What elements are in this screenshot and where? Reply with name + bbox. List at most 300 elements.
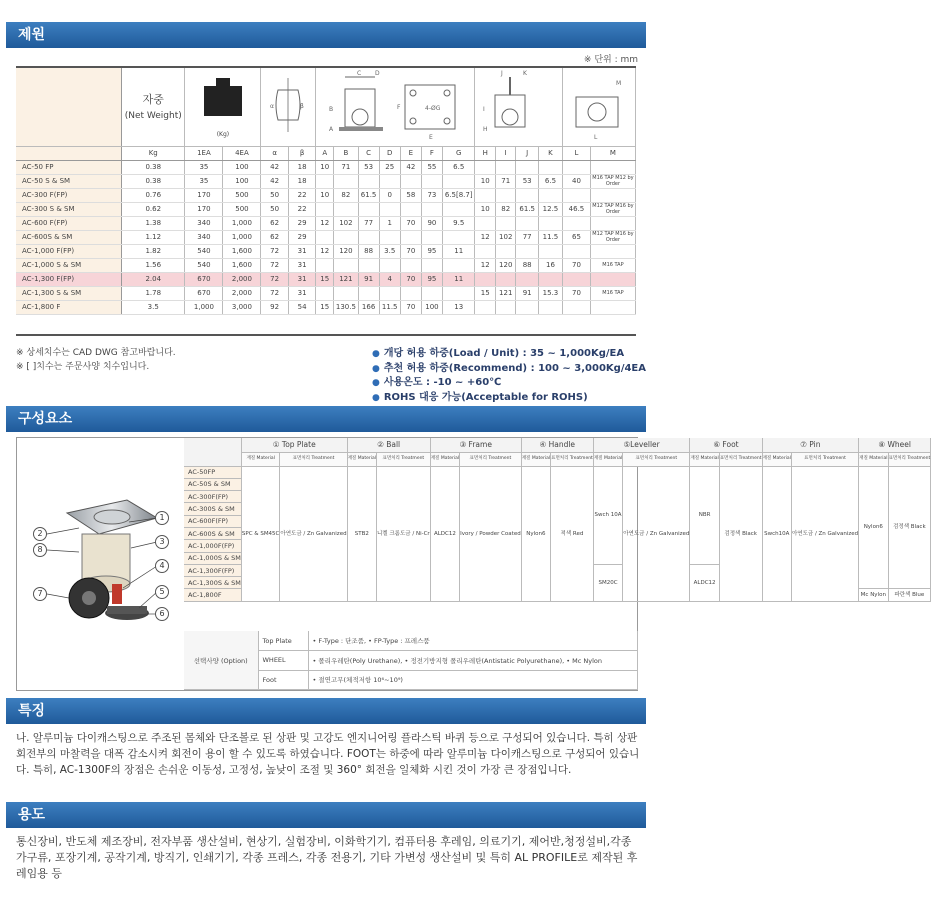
subheader-material: 재질 Material — [690, 452, 719, 466]
component-model: AC-1,000F(FP) — [184, 540, 241, 552]
subheader-material: 재질 Material — [859, 452, 888, 466]
spec-cell: 1,000 — [223, 216, 261, 230]
spec-cell: 88 — [358, 244, 379, 258]
spec-cell: 9.5 — [442, 216, 474, 230]
subheader-treatment: 표면처리 Treatment — [280, 452, 347, 466]
note-cad: ※ 상세치수는 CAD DWG 참고바랍니다. — [16, 348, 176, 358]
svg-text:4-ØG: 4-ØG — [425, 104, 441, 112]
spec-row — [16, 244, 636, 258]
spec-cell: 50 — [261, 202, 288, 216]
spec-cell — [442, 174, 474, 188]
spec-cell: M16 TAP M12 by Order — [592, 175, 634, 187]
spec-cell: 100 — [223, 160, 261, 174]
header-top-plate: ① Top Plate — [241, 438, 347, 452]
spec-cell: 6.5 — [442, 160, 474, 174]
spec-cell: 53 — [358, 160, 379, 174]
spec-cell — [590, 188, 635, 202]
spec-cell — [421, 230, 442, 244]
spec-model: AC-300 S & SM — [16, 202, 122, 216]
spec-cell — [563, 160, 591, 174]
spec-cell: 72 — [261, 272, 288, 286]
spec-cell — [563, 244, 591, 258]
usage-text: 통신장비, 반도체 제조장비, 전자부품 생산설비, 현상기, 실험장비, 이화학기기, 컴퓨터용 후레임, 의료기기, 제어반,청정설비,각종 가구류, 포장기계, 공작기계, 방직기, 인쇄기기, 각종 프레스, 각종 전용기, 기타 가변성 생산설비 및 특히 AL PROFILE로 제작된 후레임용 등 — [16, 835, 638, 880]
bullet-icon: ● — [372, 392, 380, 403]
spec-cell: 31 — [288, 286, 315, 300]
spec-cell — [442, 202, 474, 216]
spec-cell: 61.5 — [516, 202, 538, 216]
callout-8: 8 — [33, 543, 47, 557]
spec-cell: 62 — [261, 230, 288, 244]
spec-cell: 53 — [516, 174, 538, 188]
spec-cell: 22 — [288, 202, 315, 216]
spec-cell: 4 — [379, 272, 400, 286]
svg-text:H: H — [482, 125, 488, 133]
spec-row — [16, 258, 636, 272]
svg-text:α: α — [270, 102, 275, 110]
spec-cell: 11.5 — [379, 300, 400, 314]
spec-cell: M16 TAP — [590, 258, 635, 272]
callout-1: 1 — [155, 511, 169, 525]
spec-cell: 10 — [316, 160, 334, 174]
spec-cell — [316, 230, 334, 244]
spec-cell: 100 — [223, 174, 261, 188]
spec-cell: 40 — [563, 174, 591, 188]
component-model: AC-50S & SM — [184, 478, 241, 490]
spec-cell — [495, 300, 516, 314]
spec-cell: 29 — [288, 230, 315, 244]
top-plate-material: SPC & SM45C — [241, 466, 280, 601]
spec-cell — [316, 174, 334, 188]
spec-cell — [400, 286, 421, 300]
unit-cell: C — [358, 146, 379, 160]
spec-cell: 72 — [261, 244, 288, 258]
spec-cell: 540 — [185, 244, 223, 258]
spec-model: AC-1,000 S & SM — [16, 258, 122, 272]
svg-text:J: J — [500, 69, 503, 77]
spec-cell: 22 — [288, 188, 315, 202]
spec-cell — [379, 230, 400, 244]
component-model: AC-600F(FP) — [184, 515, 241, 527]
unit-cell: G — [442, 146, 474, 160]
subheader-material: 재질 Material — [593, 452, 622, 466]
components-header-row — [184, 438, 931, 452]
spec-cell — [516, 216, 538, 230]
spec-cell: 102 — [334, 216, 358, 230]
svg-text:F: F — [397, 103, 401, 111]
spec-cell — [538, 244, 562, 258]
spec-cell: 50 — [261, 188, 288, 202]
subheader-treatment: 표면처리 Treatment — [376, 452, 430, 466]
spec-cell — [590, 244, 635, 258]
spec-cell: 12 — [316, 244, 334, 258]
spec-cell: 10 — [475, 202, 496, 216]
spec-cell — [495, 244, 516, 258]
spec-cell: M16 TAP — [590, 286, 635, 300]
option-name: Foot — [258, 670, 308, 690]
spec-cell — [516, 160, 538, 174]
frame-material: ALDC12 — [430, 466, 459, 601]
spec-cell — [421, 202, 442, 216]
header-foot: ⑥ Foot — [690, 438, 762, 452]
bullet-icon: ● — [372, 349, 380, 359]
spec-cell: 121 — [495, 286, 516, 300]
spec-cell: 72 — [261, 286, 288, 300]
spec-cell — [475, 216, 496, 230]
callout-4: 4 — [155, 559, 169, 573]
stem-type-diagram-icon — [479, 67, 559, 143]
bullet-icon: ● — [372, 363, 380, 374]
weight-label: 자중 — [142, 92, 164, 106]
spec-cell: 3.5 — [122, 300, 185, 314]
spec-cell: 540 — [185, 258, 223, 272]
spec-cell — [379, 258, 400, 272]
spec-cell: 61.5 — [358, 188, 379, 202]
spec-cell: 0.62 — [122, 202, 185, 216]
spec-row — [16, 300, 636, 314]
spec-row — [16, 216, 636, 230]
spec-cell — [358, 258, 379, 272]
bullet-icon: ● — [372, 378, 380, 388]
spec-model: AC-1,800 F — [16, 300, 122, 314]
spec-table-body — [16, 160, 636, 314]
spec-cell — [475, 244, 496, 258]
spec-cell: 670 — [185, 286, 223, 300]
spec-cell — [516, 272, 538, 286]
weight-label-en: (Net Weight) — [124, 110, 182, 121]
spec-cell — [334, 286, 358, 300]
unit-cell: F — [421, 146, 442, 160]
spec-cell: 121 — [334, 272, 358, 286]
spec-cell: 102 — [495, 230, 516, 244]
spec-cell: 77 — [358, 216, 379, 230]
spec-cell: 11 — [442, 272, 474, 286]
spec-cell — [316, 286, 334, 300]
spec-cell: 31 — [288, 258, 315, 272]
spec-cell: 77 — [516, 230, 538, 244]
spec-cell: 73 — [421, 188, 442, 202]
unit-cell: H — [475, 146, 496, 160]
spec-cell — [590, 272, 635, 286]
spec-row — [16, 202, 636, 216]
tap-type-diagram-icon — [566, 67, 632, 143]
spec-cell: 1 — [379, 216, 400, 230]
spec-model: AC-1,300 F(FP) — [16, 272, 122, 286]
spec-cell — [358, 174, 379, 188]
wheel-treatment-alt: 파란색 Blue — [888, 589, 931, 601]
section-title-components: 구성요소 — [6, 406, 646, 432]
spec-cell — [379, 174, 400, 188]
spec-cell: 1,000 — [185, 300, 223, 314]
header-frame: ③ Frame — [430, 438, 521, 452]
subheader-material: 재질 Material — [347, 452, 376, 466]
spec-cell: 500 — [223, 188, 261, 202]
spec-cell — [475, 272, 496, 286]
spec-cell: 58 — [400, 188, 421, 202]
spec-cell: 18 — [288, 174, 315, 188]
angle-diagram-icon — [264, 70, 312, 140]
spec-cell — [475, 300, 496, 314]
spec-cell: 166 — [358, 300, 379, 314]
spec-cell: 54 — [288, 300, 315, 314]
spec-cell — [563, 300, 591, 314]
note-rohs: ● ROHS 대응 가능(Acceptable for ROHS) — [372, 391, 588, 403]
spec-cell — [358, 286, 379, 300]
spec-cell — [495, 188, 516, 202]
spec-cell — [538, 188, 562, 202]
component-model: AC-300S & SM — [184, 503, 241, 515]
spec-cell: 120 — [334, 244, 358, 258]
unit-cell: β — [288, 146, 315, 160]
option-label: 선택사양 (Option) — [184, 631, 258, 690]
spec-cell — [538, 216, 562, 230]
option-name: WHEEL — [258, 651, 308, 671]
spec-cell: 0.76 — [122, 188, 185, 202]
options-table — [184, 631, 638, 690]
header-ball: ② Ball — [347, 438, 430, 452]
svg-text:D: D — [375, 69, 380, 77]
spec-cell: 1,600 — [223, 244, 261, 258]
spec-cell: 42 — [261, 160, 288, 174]
spec-model: AC-600S & SM — [16, 230, 122, 244]
spec-cell: 91 — [516, 286, 538, 300]
spec-cell: 170 — [185, 188, 223, 202]
spec-cell: 70 — [563, 258, 591, 272]
spec-cell: 70 — [400, 244, 421, 258]
spec-cell — [475, 160, 496, 174]
spec-cell: 35 — [185, 160, 223, 174]
spec-cell: 62 — [261, 216, 288, 230]
spec-cell — [400, 202, 421, 216]
svg-text:A: A — [329, 125, 334, 133]
unit-cell: 4EA — [223, 146, 261, 160]
header-handle: ④ Handle — [521, 438, 593, 452]
component-model: AC-300F(FP) — [184, 491, 241, 503]
spec-cell: M12 TAP M16 by Order — [592, 203, 634, 215]
spec-cell — [316, 258, 334, 272]
spec-cell — [316, 202, 334, 216]
leveller-material-alt: SM20C — [593, 564, 622, 601]
spec-cell — [358, 202, 379, 216]
component-model: AC-600S & SM — [184, 527, 241, 539]
spec-row — [16, 272, 636, 286]
spec-cell — [516, 300, 538, 314]
components-subheader-row — [184, 452, 931, 466]
spec-cell — [379, 286, 400, 300]
spec-cell: 2,000 — [223, 286, 261, 300]
component-model: AC-50FP — [184, 466, 241, 478]
notes-left — [16, 346, 176, 374]
option-name: Top Plate — [258, 631, 308, 651]
spec-cell: 3.5 — [379, 244, 400, 258]
top-plate-treatment: 아연도금 / Zn Galvanized — [280, 466, 347, 601]
wheel-treatment: 검정색 Black — [888, 466, 931, 589]
load-unit-label: (Kg) — [216, 130, 230, 138]
product-exploded-image — [17, 438, 183, 690]
spec-cell: 170 — [185, 202, 223, 216]
spec-cell: 100 — [421, 300, 442, 314]
note-load: ● 개당 허용 하중(Load / Unit) : 35 ~ 1,000Kg/EA — [372, 348, 625, 359]
spec-cell — [379, 202, 400, 216]
section-title-features: 특징 — [6, 698, 646, 724]
spec-cell — [442, 258, 474, 272]
spec-model: AC-50 FP — [16, 160, 122, 174]
spec-cell — [495, 160, 516, 174]
spec-cell: 91 — [358, 272, 379, 286]
section-title-usage: 용도 — [6, 802, 646, 828]
spec-cell — [421, 258, 442, 272]
spec-cell: 70 — [563, 286, 591, 300]
spec-cell — [334, 202, 358, 216]
spec-cell: 1.12 — [122, 230, 185, 244]
header-leveller: ⑤Leveller — [593, 438, 690, 452]
spec-cell — [358, 230, 379, 244]
spec-model: AC-600 F(FP) — [16, 216, 122, 230]
notes-right — [372, 347, 646, 405]
spec-cell: 31 — [288, 244, 315, 258]
spec-cell — [590, 216, 635, 230]
header-wheel: ⑧ Wheel — [859, 438, 931, 452]
spec-cell: 55 — [421, 160, 442, 174]
foot-material-alt: ALDC12 — [690, 564, 719, 601]
spec-cell: 10 — [316, 188, 334, 202]
subheader-treatment: 표면처리 Treatment — [719, 452, 762, 466]
section-title-spec: 제원 — [6, 22, 646, 48]
subheader-treatment: 표면처리 Treatment — [888, 452, 931, 466]
spec-row — [16, 174, 636, 188]
spec-row — [16, 188, 636, 202]
spec-cell: 15 — [316, 300, 334, 314]
spec-cell — [563, 216, 591, 230]
leveller-treatment: 아연도금 / Zn Galvanized — [623, 466, 690, 601]
spec-cell: 13 — [442, 300, 474, 314]
spec-cell — [334, 174, 358, 188]
spec-cell — [334, 230, 358, 244]
foot-treatment: 검정색 Black — [719, 466, 762, 601]
note-recommend: ● 추천 허용 하중(Recommend) : 100 ~ 3,000Kg/4EA — [372, 362, 646, 374]
spec-cell: 71 — [334, 160, 358, 174]
spec-cell — [495, 216, 516, 230]
callout-6: 6 — [155, 607, 169, 621]
ball-treatment: 니켈 크롬도금 / Ni-Cr — [376, 466, 430, 601]
handle-treatment: 적색 Red — [551, 466, 594, 601]
spec-cell: 12.5 — [538, 202, 562, 216]
spec-cell: 15 — [475, 286, 496, 300]
subheader-treatment: 표면처리 Treatment — [623, 452, 690, 466]
spec-cell — [563, 188, 591, 202]
spec-cell: 82 — [334, 188, 358, 202]
spec-header-row — [16, 66, 636, 146]
spec-cell — [590, 300, 635, 314]
svg-text:β: β — [300, 102, 305, 110]
frame-treatment: Ivory / Powder Coated — [460, 466, 522, 601]
wheel-material: Nylon6 — [859, 466, 888, 589]
spec-row — [16, 230, 636, 244]
spec-cell: 25 — [379, 160, 400, 174]
spec-cell: 1.82 — [122, 244, 185, 258]
spec-cell: 10 — [475, 174, 496, 188]
fixed-type-diagram-icon — [325, 67, 465, 143]
unit-cell: Kg — [122, 146, 185, 160]
spec-cell: 120 — [495, 258, 516, 272]
load-weight-icon — [198, 74, 248, 129]
spec-cell: 16 — [538, 258, 562, 272]
spec-cell: 1,000 — [223, 230, 261, 244]
spec-cell: 95 — [421, 244, 442, 258]
unit-cell: K — [538, 146, 562, 160]
spec-cell: 6.5[8.7] — [442, 188, 474, 202]
spec-cell — [334, 258, 358, 272]
spec-cell — [400, 174, 421, 188]
spec-row — [16, 160, 636, 174]
spec-cell: 0.38 — [122, 160, 185, 174]
spec-cell: 1.78 — [122, 286, 185, 300]
spec-cell: 0 — [379, 188, 400, 202]
spec-cell: 340 — [185, 216, 223, 230]
spec-cell: 46.5 — [563, 202, 591, 216]
option-value: • F-Type : 단조품, • FP-Type : 프레스품 — [308, 631, 638, 651]
unit-cell: I — [495, 146, 516, 160]
unit-note: ※ 단위 : mm — [583, 55, 638, 65]
spec-cell — [516, 188, 538, 202]
spec-cell: 65 — [563, 230, 591, 244]
callout-7: 7 — [33, 587, 47, 601]
spec-cell: 1.38 — [122, 216, 185, 230]
note-bracket: ※ [ ]치수는 주문사양 치수입니다. — [16, 362, 150, 372]
subheader-treatment: 표면처리 Treatment — [551, 452, 594, 466]
spec-model: AC-1,300 S & SM — [16, 286, 122, 300]
spec-cell — [400, 230, 421, 244]
spec-cell: 340 — [185, 230, 223, 244]
spec-model: AC-1,000 F(FP) — [16, 244, 122, 258]
spec-cell — [442, 230, 474, 244]
subheader-material: 재질 Material — [762, 452, 791, 466]
spec-cell: 0.38 — [122, 174, 185, 188]
spec-cell — [538, 300, 562, 314]
spec-cell: 42 — [400, 160, 421, 174]
spec-cell: 70 — [400, 272, 421, 286]
spec-cell: 2,000 — [223, 272, 261, 286]
spec-cell: 1.56 — [122, 258, 185, 272]
component-model: AC-1,300F(FP) — [184, 564, 241, 576]
unit-cell: E — [400, 146, 421, 160]
spec-cell: 2.04 — [122, 272, 185, 286]
features-text: 나. 알루미늄 다이캐스팅으로 주조된 몸체와 단조볼로 된 상판 및 고강도 엔지니어링 플라스틱 바퀴 등으로 구성되어 있습니다. 특히 상판 회전부의 마찰력을 대폭 감소시켜 회전이 용이 할 수 있도록 하였습니다. FOOT는 하중에 따라 알루미늄 다이캐스팅으로 구성되어 있습니다. 특히, AC-1300F의 장점은 손쉬운 이동성, 고정성, 높낮이 조절 및 360° 회전을 일체화 시킨 것이 가장 큰 장점입니다. — [16, 732, 640, 776]
spec-cell — [590, 160, 635, 174]
spec-cell: 1,600 — [223, 258, 261, 272]
spec-cell — [516, 244, 538, 258]
unit-cell: 1EA — [185, 146, 223, 160]
component-model: AC-1,800F — [184, 589, 241, 601]
callout-2: 2 — [33, 527, 47, 541]
note-temp: ● 사용온도 : -10 ~ +60℃ — [372, 377, 502, 388]
foot-material: NBR — [690, 466, 719, 564]
spec-cell: 130.5 — [334, 300, 358, 314]
spec-cell: 35 — [185, 174, 223, 188]
header-pin: ⑦ Pin — [762, 438, 859, 452]
spec-cell: 12 — [316, 216, 334, 230]
pin-treatment: 아연도금 / Zn Galvanized — [791, 466, 858, 601]
spec-table — [16, 66, 636, 315]
spec-cell — [400, 258, 421, 272]
svg-text:K: K — [522, 69, 527, 77]
unit-cell: B — [334, 146, 358, 160]
spec-cell: 15.3 — [538, 286, 562, 300]
unit-cell: J — [516, 146, 538, 160]
unit-cell: D — [379, 146, 400, 160]
subheader-treatment: 표면처리 Treatment — [460, 452, 522, 466]
spec-cell — [538, 272, 562, 286]
unit-cell: α — [261, 146, 288, 160]
